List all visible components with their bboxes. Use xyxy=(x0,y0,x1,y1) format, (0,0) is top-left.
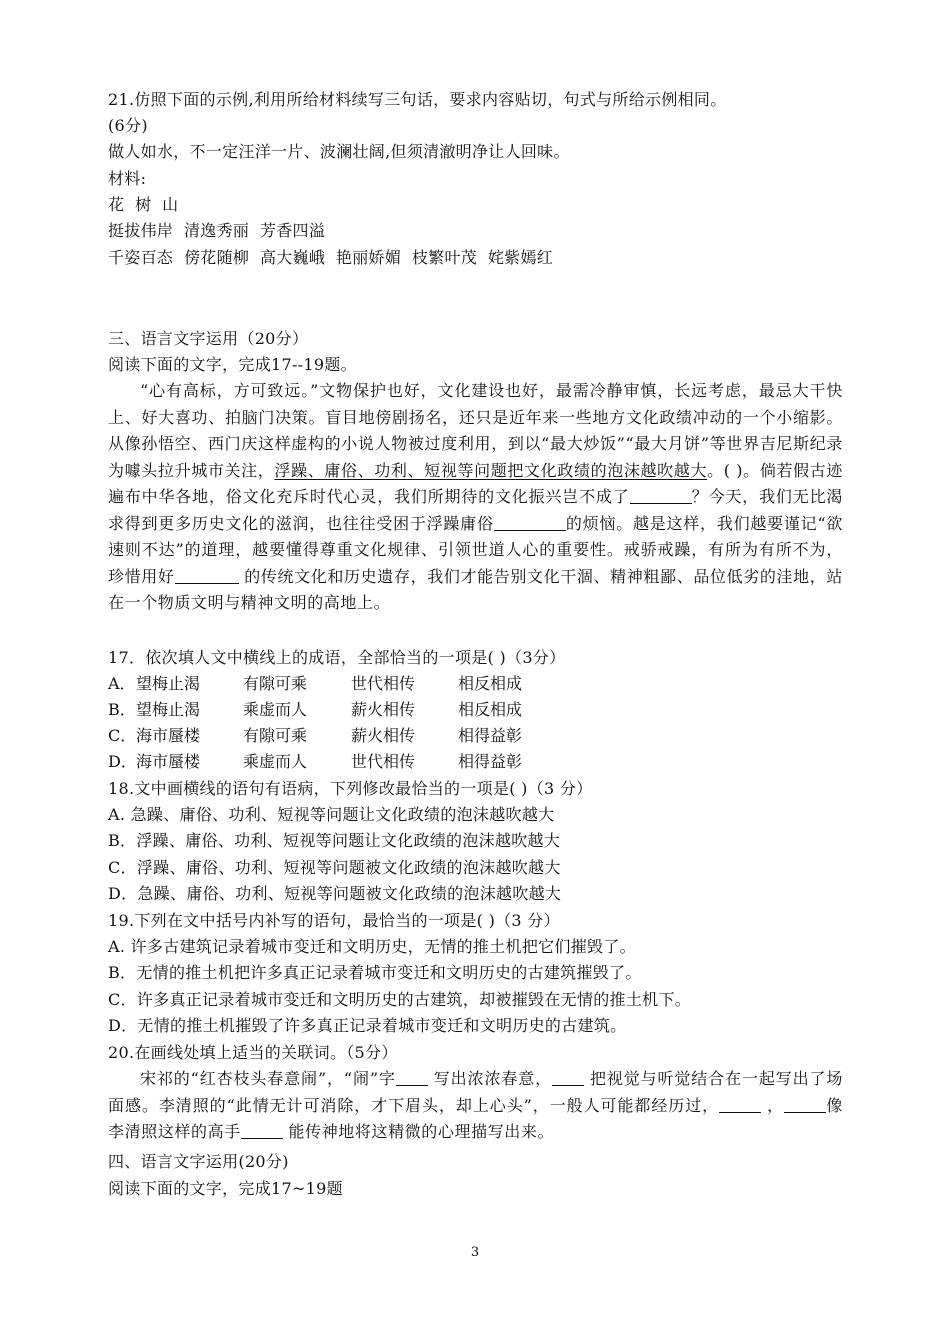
q17-stem: 17．依次填人文中横线上的成语，全部恰当的一项是( )（3分） xyxy=(108,648,566,667)
q21-material-row-2: 挺拔伟岸 清逸秀丽 芳香四溢 xyxy=(108,221,326,240)
section3-instruction: 阅读下面的文字，完成17--19题。 xyxy=(108,355,357,374)
q20-blank-1 xyxy=(396,1069,428,1086)
q18-option-c: C．浮躁、庸俗、功利、短视等问题被文化政绩的泡沫越吹越大 xyxy=(108,858,561,877)
q19-option-a: A. 许多古建筑记录着城市变迁和文明历史，无情的推土机把它们摧毁了。 xyxy=(108,937,636,956)
section3-heading: 三、语言文字运用（20分） xyxy=(108,329,309,348)
q20-blank-5 xyxy=(241,1122,283,1139)
passage-blank-2 xyxy=(494,514,566,531)
passage-part-4: 的烦恼。越是这样，我们越要谨记“欲速则不达”的道理，越要懂得尊重文化规律、引领世道人心的重要性。戒骄戒躁，有所为有所不为，珍惜用好 xyxy=(108,513,843,586)
q19-option-b: B．无情的推土机把许多真正记录着城市变迁和文明历史的古建筑摧毁了。 xyxy=(108,963,642,982)
passage-part-5: 的传统文化和历史遗存，我们才能告别文化干涸、精神粗鄙、品位低劣的洼地，站在一个物质文明与精神文明的高地上。 xyxy=(108,566,843,612)
passage-part-3: ？今天，我们无比渴求得到更多历史文化的滋润，也往往受困于浮躁庸俗 xyxy=(108,487,843,533)
page-number: 3 xyxy=(470,1245,480,1260)
q18-stem: 18.文中画横线的语句有语病，下列修改最恰当的一项是( )（3 分） xyxy=(108,779,593,798)
q21-material-row-3: 千姿百态 傍花随柳 高大巍峨 艳丽娇媚 枝繁叶茂 姹紫嫣红 xyxy=(108,248,554,267)
q19-option-d: D．无情的推土机摧毁了许多真正记录着城市变迁和文明历史的古建筑。 xyxy=(108,1016,627,1035)
q19-stem: 19.下列在文中括号内补写的语句，最恰当的一项是( )（3 分） xyxy=(108,911,560,930)
passage-part-1: “心有高标，方可致远。”文物保护也好，文化建设也好，最需冷静审慎，长远考虑，最忌大干快上、好大喜功、拍脑门决策。盲目地傍剧扬名，还只是近年来一些地方文化政绩冲动的一个小缩影。从像孙悟空、西门庆这样虚构的小说人物被过度利用，到以“最大炒饭”“最大月饼”等世界吉尼斯纪录为噱头拉升城市关注， xyxy=(108,381,843,480)
passage-blank-1 xyxy=(630,487,692,504)
q18-option-b: B．浮躁、庸俗、功利、短视等问题让文化政绩的泡沫越吹越大 xyxy=(108,831,561,850)
section4-instruction: 阅读下面的文字，完成17~19题 xyxy=(108,1179,343,1198)
q18-option-d: D．急躁、庸俗、功利、短视等问题被文化政绩的泡沫越吹越大 xyxy=(108,884,562,903)
q20-blank-3 xyxy=(719,1096,761,1113)
q21-prompt: 21.仿照下面的示例,利用所给材料续写三句话，要求内容贴切，句式与所给示例相同。 xyxy=(108,90,727,109)
q21-material-label: 材料: xyxy=(108,169,147,188)
section4-heading: 四、语言文字运用(20分) xyxy=(108,1152,289,1171)
q21-score: (6分) xyxy=(108,116,148,135)
q18-option-a: A. 急躁、庸俗、功利、短视等问题让文化政绩的泡沫越吹越大 xyxy=(108,805,555,824)
q21-material-row-1: 花 树 山 xyxy=(108,195,179,214)
q20-blank-2 xyxy=(552,1069,584,1086)
q20-blank-4 xyxy=(784,1096,826,1113)
q19-option-c: C．许多真正记录着城市变迁和文明历史的古建筑，却被摧毁在无情的推土机下。 xyxy=(108,990,692,1009)
q20-body: 宋祁的“红杏枝头春意闹”，“闹”字 写出浓浓春意， 把视觉与听觉结合在一起写出了场面感。李清照的“此情无计可消除，才下眉头，却上心头”，一般人可能都经历过， ， 像李清照这样的高手 能传神地将这精微的心理描写出来。 xyxy=(108,1069,843,1141)
exam-page: 21.仿照下面的示例,利用所给材料续写三句话，要求内容贴切，句式与所给示例相同。 (6分) 做人如水，不一定汪洋一片、波澜壮阔,但须清澈明净让人回味。 材料: 花 树 山 挺拔伟岸 清逸秀丽 芳香四溢 千姿百态 傍花随柳 高大巍峨 艳丽娇媚 枝繁叶茂 姹紫嫣红 三、语言文字运用（20分） 阅读下面的文字，完成17--19题。 “心有高标，方可致远。”文物保护也好，文化建设也好，最需冷静审慎，长远考虑，最忌大干快上、好大喜功、拍脑门决策。盲目地傍剧扬名，还只是近年来一些地方文化政绩冲动的一个小缩影。从像孙悟空、西门庆这样虚构的小说人物被过度利用，到以“最大炒饭”“最大月饼”等世界吉尼斯纪录为噱头拉升城市关注，浮躁、庸俗、功利、短视等问题把文化政绩的泡沫越吹越大。( )。倘若假古迹遍布中华各地，俗文化充斥时代心灵，我们所期待的文化振兴岂不成了 ？今天，我们无比渴求得到更多历史文化的滋润，也往往受困于浮躁庸俗 的烦恼。越是这样，我们越要谨记“欲速则不达”的道理，越要懂得尊重文化规律、引领世道人心的重要性。戒骄戒躁，有所为有所不为，珍惜用好 的传统文化和历史遗存，我们才能告别文化干涸、精神粗鄙、品位低劣的洼地，站在一个物质文明与精神文明的高地上。 17．依次填人文中横线上的成语，全部恰当的一项是( )（3分） A． 望梅止渴 有隙可乘 世代相传 相反相成 B． 望梅止渴 乘虚而人 薪火相传 相反相成 C． 海市蜃楼 有隙可乘 薪火相传 相得益彰 D． 海市蜃楼 乘虚而人 世代相传 相得益彰 18.文中画横线的语句有语病，下列修改最恰当的一项是( )（3 分） A. 急躁、庸俗、功利、短视等问题让文化政绩的泡沫越吹越大 B．浮躁、庸俗、功利、短视等问题让文化政绩的泡沫越吹越大 C．浮躁、庸俗、功利、短视等问题被文化政绩的泡沫越吹越大 D．急躁、庸俗、功利、短视等问题被文化政绩的泡沫越吹越大 19.下列在文中括号内补写的语句，最恰当的一项是( )（3 分） A. 许多古建筑记录着城市变迁和文明历史，无情的推土机把它们摧毁了。 B．无情的推土机把许多真正记录着城市变迁和文明历史的古建筑摧毁了。 C．许多真正记录着城市变迁和文明历史的古建筑，却被摧毁在无情的推土机下。 D．无情的推土机摧毁了许多真正记录着城市变迁和文明历史的古建筑。 20.在画线处填上适当的关联词。（5分） 宋祁的“红杏枝头春意闹”，“闹”字 写出浓浓春意， 把视觉与听觉结合在一起写出了场面感。李清照的“此情无计可消除，才下眉头，却上心头”，一般人可能都经历过， ， 像李清照这样的高手 能传神地将这精微的心理描写出来。 四、语言文字运用(20分) 阅读下面的文字，完成17~19题 3 xyxy=(0,0,950,1318)
reading-passage xyxy=(108,378,843,617)
q20-stem: 20.在画线处填上适当的关联词。（5分） xyxy=(108,1043,398,1062)
passage-part-2: 。( )。倘若假古迹遍布中华各地，俗文化充斥时代心灵，我们所期待的文化振兴岂不成了 xyxy=(108,460,843,506)
passage-blank-3 xyxy=(175,567,239,584)
q21-example: 做人如水，不一定汪洋一片、波澜壮阔,但须清澈明净让人回味。 xyxy=(108,142,570,161)
passage-underlined-sentence: 浮躁、庸俗、功利、短视等问题把文化政绩的泡沫越吹越大 xyxy=(274,460,708,480)
